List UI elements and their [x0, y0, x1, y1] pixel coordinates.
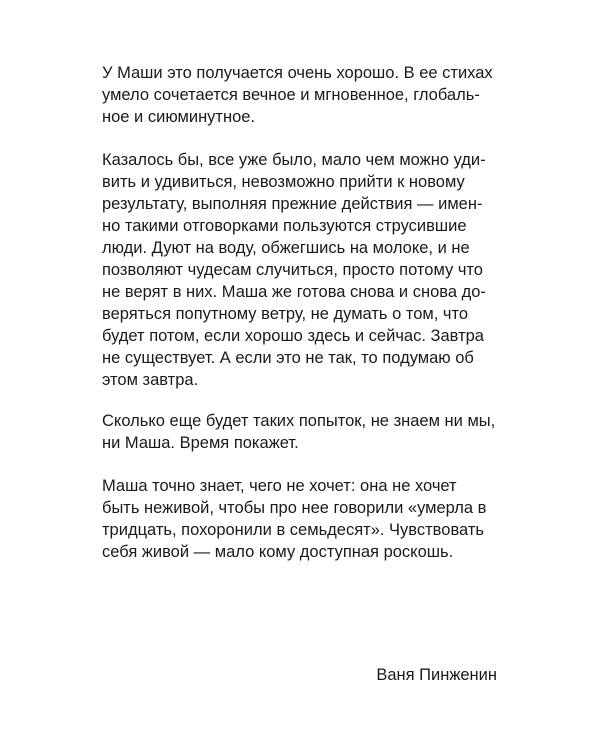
author-signature: Ваня Пинженин — [376, 666, 497, 684]
paragraph-4: Маша точно знает, чего не хочет: она не хочет быть неживой, чтобы про нее говорили «умерла в тридцать, похоронили в семьдесят». Чувствовать себя живой — мало кому доступная роскошь. — [102, 477, 487, 561]
paragraph-3: Сколько еще будет таких попыток, не знаем ни мы, ни Маша. Время покажет. — [102, 412, 496, 452]
paragraph-1: У Маши это получается очень хорошо. В ее стихах умело сочетается вечное и мгновенное, глобаль- ное и сиюминутное. — [102, 64, 493, 126]
paragraph-2: Казалось бы, все уже было, мало чем можно уди- вить и удивиться, невозможно прийти к новому результату, выполняя прежние действия — имен- но такими отговорками пользуются струсившие люди. Дуют на воду, обжегшись на молоке, и не позволяют чудесам случиться, просто потому что не верят в них. Маша же готова снова и снова до- веряться попутному ветру, не думать о том, что будет потом, если хорошо здесь и сейчас. Завтра не существует. А если это не так, то подумаю об этом завтра. — [102, 151, 486, 389]
